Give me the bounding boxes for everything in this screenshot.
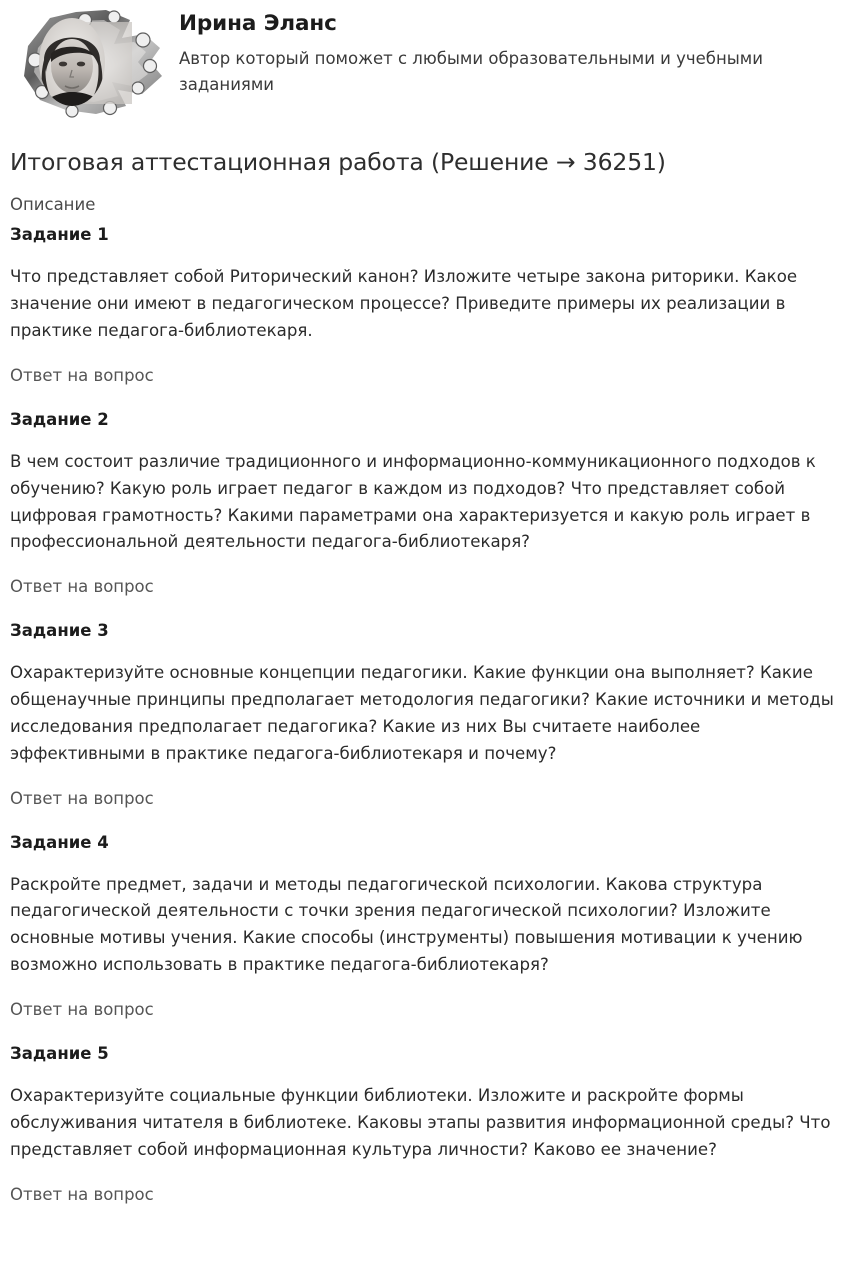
task-body: В чем состоит различие традиционного и информационно-коммуникационного подходов к обучению? Какую роль играет педагог в каждом из подходов? Что представляет собой цифровая грамотность? Какими параметрами она характеризуется и какую роль играет в профессиональной деятельности педагога-библиотекаря?: [10, 451, 816, 552]
answer-link[interactable]: Ответ на вопрос: [10, 366, 154, 386]
document-body: [10, 122, 835, 1206]
task-heading: Задание 4: [10, 832, 109, 852]
avatar[interactable]: [10, 4, 175, 120]
task-heading: Задание 5: [10, 1043, 109, 1063]
task-body: Что представляет собой Риторический канон? Изложите четыре закона риторики. Какое значение они имеют в педагогическом процессе? Приведите примеры их реализации в практике педагога-библиотекаря.: [10, 267, 798, 341]
task-block: [10, 619, 835, 810]
avatar-photo-icon: [10, 4, 175, 120]
task-block: [10, 223, 835, 387]
description-label: Описание: [10, 195, 96, 215]
answer-link[interactable]: Ответ на вопрос: [10, 1000, 154, 1020]
task-block: [10, 1042, 835, 1206]
answer-link[interactable]: Ответ на вопрос: [10, 788, 154, 808]
task-block: [10, 831, 835, 1022]
task-heading: Задание 2: [10, 409, 109, 429]
page-title: Итоговая аттестационная работа (Решение → 36251): [10, 148, 666, 176]
task-heading: Задание 3: [10, 621, 109, 641]
author-info: [175, 4, 779, 98]
task-block: [10, 408, 835, 599]
author-tagline: Автор который поможет с любыми образовательными и учебными заданиями: [179, 48, 763, 94]
author-name: Ирина Эланс: [179, 11, 337, 36]
task-body: Охарактеризуйте основные концепции педагогики. Какие функции она выполняет? Какие общенаучные принципы предполагает методология педагогики? Какие источники и методы исследования предполагает педагогика? Какие из них Вы считаете наиболее эффективными в практике педагога-библиотекаря и почему?: [10, 663, 834, 763]
answer-link[interactable]: Ответ на вопрос: [10, 1184, 154, 1204]
task-body: Охарактеризуйте социальные функции библиотеки. Изложите и раскройте формы обслуживания читателя в библиотеке. Каковы этапы развития информационной среды? Что представляет собой информационная культура личности? Каково ее значение?: [10, 1085, 831, 1159]
task-heading: Задание 1: [10, 225, 109, 245]
author-header: [10, 0, 835, 122]
task-body: Раскройте предмет, задачи и методы педагогической психологии. Какова структура педагогической деятельности с точки зрения педагогической психологии? Изложите основные мотивы учения. Какие способы (инструменты) повышения мотивации к учению возможно использовать в практике педагога-библиотекаря?: [10, 874, 803, 975]
answer-link[interactable]: Ответ на вопрос: [10, 577, 154, 597]
